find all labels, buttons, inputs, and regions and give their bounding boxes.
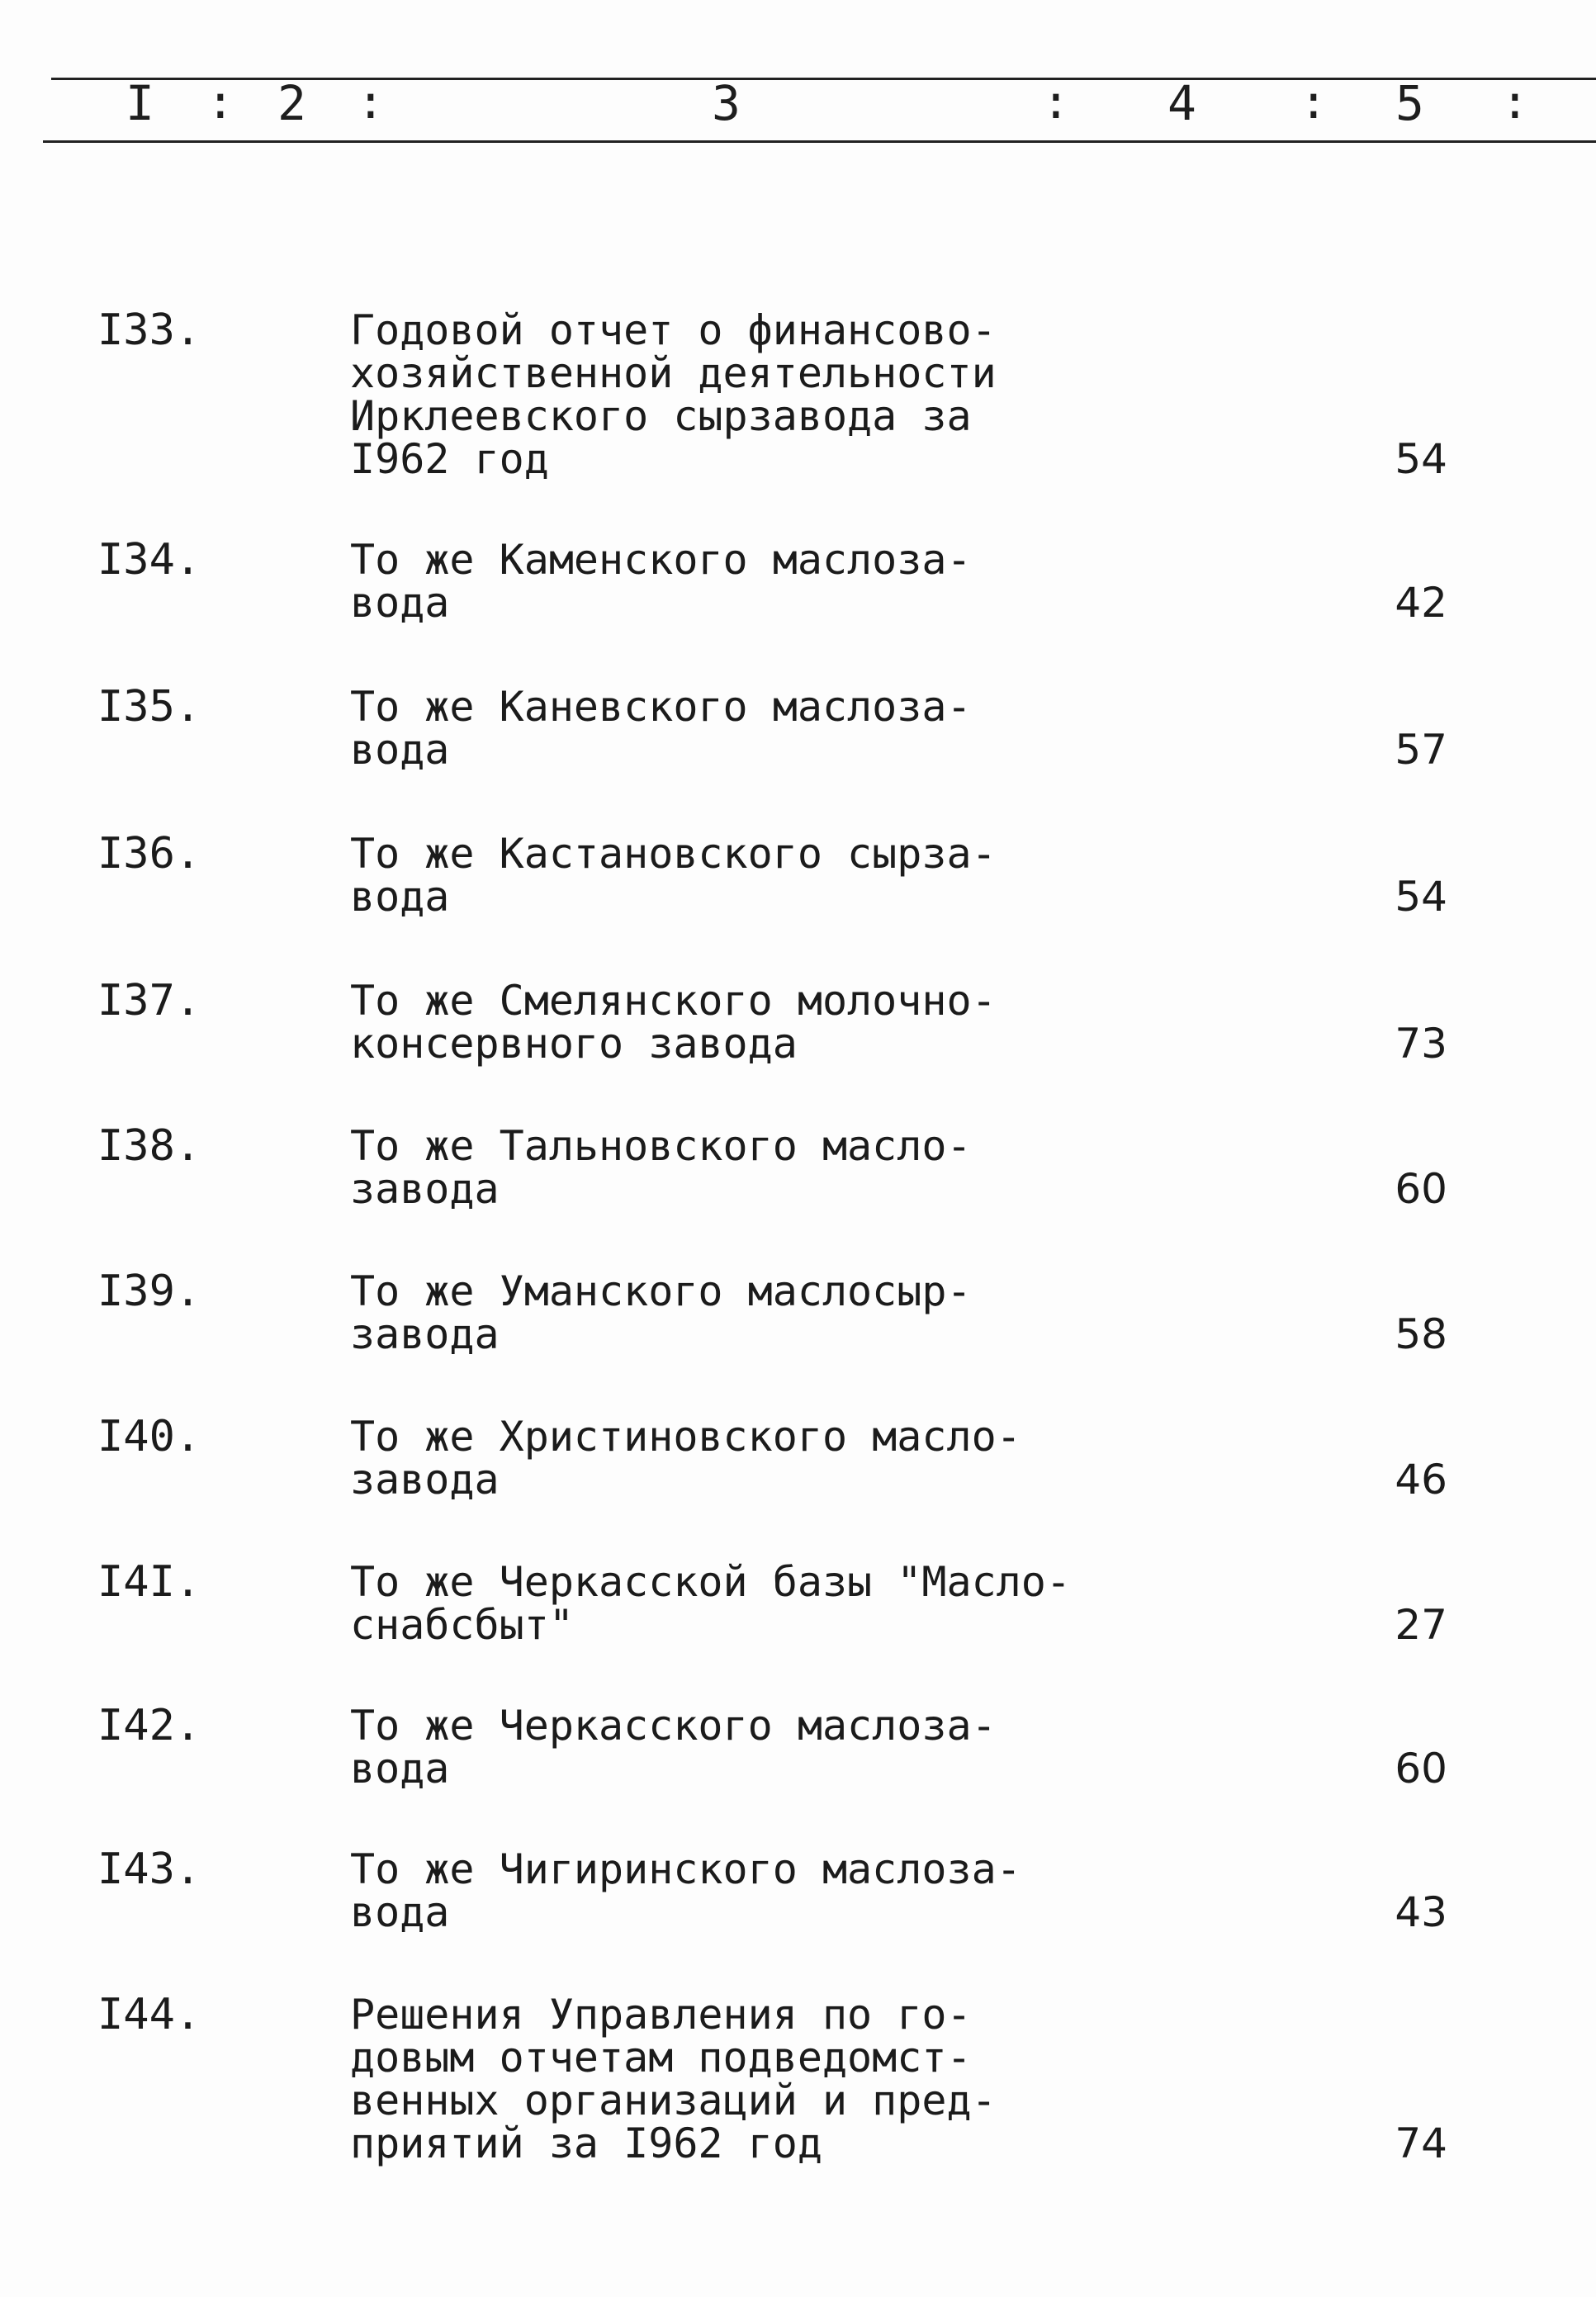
item-pages: 42 (1395, 579, 1447, 627)
header-separator: : (357, 76, 385, 130)
item-number: I34. (97, 535, 201, 585)
item-pages: 54 (1395, 873, 1447, 921)
header-separator: : (1042, 76, 1070, 130)
item-title: То же Христиновского масло- завода (350, 1413, 1021, 1504)
item-number: I35. (97, 682, 201, 732)
item-number: I36. (97, 829, 201, 879)
item-number: I38. (97, 1121, 201, 1171)
header-col-3: 3 (712, 75, 741, 131)
item-title: Годовой отчет о финансово- хозяйственной деятельности Ирклеевского сырзавода за I962 год (350, 306, 997, 483)
header-col-1: I (126, 75, 154, 131)
item-pages: 74 (1395, 2119, 1447, 2167)
item-pages: 57 (1395, 726, 1447, 774)
item-number: I33. (97, 305, 201, 355)
item-pages: 60 (1395, 1745, 1447, 1793)
item-number: I4I. (97, 1557, 201, 1607)
item-title: То же Черкасского маслоза- вода (350, 1702, 997, 1793)
item-pages: 27 (1395, 1601, 1447, 1649)
item-number: I39. (97, 1267, 201, 1316)
header-col-4: 4 (1167, 75, 1196, 131)
item-pages: 58 (1395, 1310, 1447, 1358)
header-col-5: 5 (1395, 75, 1424, 131)
item-title: То же Кастановского сырза- вода (350, 830, 997, 921)
item-title: То же Тальновского масло- завода (350, 1122, 972, 1213)
item-title: То же Каневского маслоза- вода (350, 683, 972, 774)
item-pages: 46 (1395, 1456, 1447, 1504)
item-number: I44. (97, 1990, 201, 2039)
item-number: I43. (97, 1845, 201, 1894)
item-number: I40. (97, 1412, 201, 1461)
item-pages: 43 (1395, 1888, 1447, 1936)
item-number: I37. (97, 976, 201, 1025)
item-title: Решения Управления по го- довым отчетам подведомст- венных организаций и пред- приятий за I962 год (350, 1991, 997, 2167)
header-separator: : (1300, 76, 1328, 130)
header-col-2: 2 (277, 75, 306, 131)
header-bottom-rule (43, 140, 1596, 143)
item-pages: 73 (1395, 1020, 1447, 1068)
header-separator: : (1501, 76, 1529, 130)
header-separator: : (206, 76, 234, 130)
item-pages: 60 (1395, 1165, 1447, 1213)
item-title: То же Чигиринского маслоза- вода (350, 1845, 1021, 1936)
item-pages: 54 (1395, 435, 1447, 483)
item-title: То же Черкасской базы "Масло- снабсбыт" (350, 1558, 1071, 1649)
item-title: То же Смелянского молочно- консервного завода (350, 977, 997, 1068)
item-title: То же Уманского маслосыр- завода (350, 1267, 972, 1358)
item-title: То же Каменского маслоза- вода (350, 536, 972, 627)
item-number: I42. (97, 1701, 201, 1750)
